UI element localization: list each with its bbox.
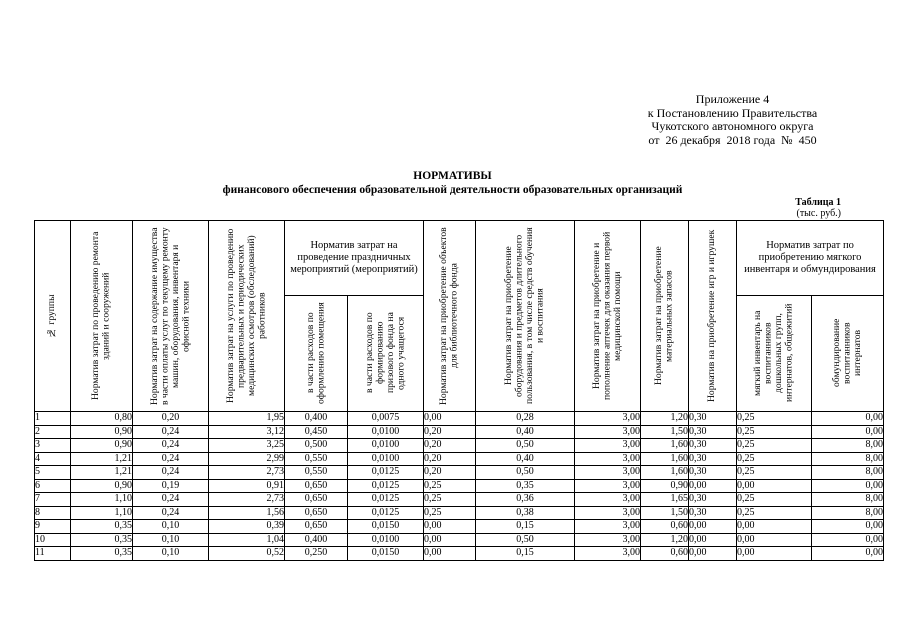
cell-equipment: 0,28	[476, 412, 575, 426]
cell-repair: 1,10	[71, 493, 133, 507]
cell-uniform: 8,00	[812, 452, 884, 466]
cell-equipment: 0,40	[476, 425, 575, 439]
cell-holiday-decor: 0,400	[285, 533, 348, 547]
cell-property: 0,20	[133, 412, 209, 426]
cell-holiday-decor: 0,500	[285, 439, 348, 453]
cell-holiday-prize: 0,0100	[348, 452, 424, 466]
table-name: Таблица 1	[795, 197, 841, 208]
cell-soft-inventory: 0,00	[737, 547, 812, 561]
cell-property: 0,19	[133, 479, 209, 493]
cell-soft-inventory: 0,25	[737, 466, 812, 480]
cell-toys: 0,30	[689, 439, 737, 453]
cell-group-no: 10	[35, 533, 71, 547]
cell-repair: 0,80	[71, 412, 133, 426]
cell-soft-inventory: 0,00	[737, 533, 812, 547]
cell-medical: 1,56	[209, 506, 285, 520]
cell-toys: 0,30	[689, 493, 737, 507]
cell-repair: 0,35	[71, 533, 133, 547]
cell-first-aid: 3,00	[575, 425, 641, 439]
table-row	[35, 425, 884, 439]
cell-repair: 1,10	[71, 506, 133, 520]
cell-library: 0,25	[424, 479, 476, 493]
header-library: Норматив затрат на приобретение объектов для библиотечного фонда	[424, 221, 476, 412]
cell-holiday-prize: 0,0125	[348, 479, 424, 493]
cell-materials: 1,50	[641, 425, 689, 439]
table-row	[35, 412, 884, 426]
cell-medical: 1,04	[209, 533, 285, 547]
cell-holiday-prize: 0,0125	[348, 466, 424, 480]
header-medical: Норматив затрат на услуги по проведению предварительных и периодических медицинских осмотров (обследований) работников	[209, 221, 285, 412]
annex-line-1: Приложение 4	[695, 92, 770, 106]
cell-medical: 0,91	[209, 479, 285, 493]
cell-soft-inventory: 0,25	[737, 506, 812, 520]
cell-uniform: 8,00	[812, 439, 884, 453]
cell-equipment: 0,15	[476, 547, 575, 561]
title-main: НОРМАТИВЫ	[413, 170, 492, 182]
table-body	[35, 412, 884, 561]
cell-property: 0,24	[133, 452, 209, 466]
cell-first-aid: 3,00	[575, 439, 641, 453]
annex-block	[560, 93, 905, 147]
cell-library: 0,25	[424, 493, 476, 507]
cell-holiday-decor: 0,550	[285, 466, 348, 480]
cell-first-aid: 3,00	[575, 533, 641, 547]
header-toys: Норматив на приобретение игр и игрушек	[689, 221, 737, 412]
cell-soft-inventory: 0,00	[737, 479, 812, 493]
cell-holiday-prize: 0,0100	[348, 439, 424, 453]
cell-holiday-decor: 0,650	[285, 506, 348, 520]
cell-toys: 0,00	[689, 520, 737, 534]
cell-holiday-decor: 0,400	[285, 412, 348, 426]
header-equipment: Норматив затрат на приобретение оборудования и предметов длительного пользования, в том числе средств обучения и воспитания	[476, 221, 575, 412]
cell-equipment: 0,38	[476, 506, 575, 520]
cell-property: 0,24	[133, 506, 209, 520]
cell-holiday-prize: 0,0150	[348, 520, 424, 534]
header-first-aid: Норматив затрат на приобретение и пополнение аптечек для оказания первой медицинской помощи	[575, 221, 641, 412]
annex-line-2: к Постановлению Правительства	[647, 105, 818, 120]
cell-property: 0,24	[133, 466, 209, 480]
cell-holiday-decor: 0,650	[285, 520, 348, 534]
cell-materials: 1,60	[641, 452, 689, 466]
table-row	[35, 493, 884, 507]
table-row	[35, 439, 884, 453]
cell-property: 0,10	[133, 547, 209, 561]
header-repair: Норматив затрат по проведению ремонта зданий и сооружений	[71, 221, 133, 412]
cell-soft-inventory: 0,25	[737, 452, 812, 466]
cell-equipment: 0,40	[476, 452, 575, 466]
cell-holiday-prize: 0,0150	[348, 547, 424, 561]
cell-library: 0,20	[424, 466, 476, 480]
cell-equipment: 0,50	[476, 533, 575, 547]
cell-holiday-decor: 0,550	[285, 452, 348, 466]
cell-holiday-decor: 0,250	[285, 547, 348, 561]
cell-holiday-prize: 0,0100	[348, 533, 424, 547]
cell-toys: 0,30	[689, 425, 737, 439]
cell-first-aid: 3,00	[575, 466, 641, 480]
header-property: Норматив затрат на содержание имущества в части оплаты услуг по текущему ремонту машин, оборудования, инвентаря и офисной техники	[133, 221, 209, 412]
cell-property: 0,10	[133, 533, 209, 547]
cell-toys: 0,00	[689, 533, 737, 547]
cell-materials: 1,20	[641, 412, 689, 426]
cell-soft-inventory: 0,25	[737, 412, 812, 426]
cell-library: 0,00	[424, 547, 476, 561]
cell-medical: 2,99	[209, 452, 285, 466]
cell-group-no: 1	[35, 412, 71, 426]
cell-materials: 1,65	[641, 493, 689, 507]
cell-uniform: 8,00	[812, 466, 884, 480]
cell-materials: 0,60	[641, 547, 689, 561]
cell-first-aid: 3,00	[575, 547, 641, 561]
cell-first-aid: 3,00	[575, 493, 641, 507]
cell-holiday-decor: 0,450	[285, 425, 348, 439]
cell-holiday-decor: 0,650	[285, 493, 348, 507]
cell-repair: 1,21	[71, 466, 133, 480]
cell-first-aid: 3,00	[575, 412, 641, 426]
annex-line-4: от 26 декабря 2018 года № 450	[648, 132, 817, 147]
cell-equipment: 0,36	[476, 493, 575, 507]
header-holiday-group: Норматив затрат на проведение праздничных мероприятий (мероприятий)	[285, 221, 424, 296]
table-row	[35, 466, 884, 480]
cell-toys: 0,30	[689, 412, 737, 426]
cell-repair: 0,90	[71, 439, 133, 453]
cell-group-no: 5	[35, 466, 71, 480]
cell-repair: 0,90	[71, 425, 133, 439]
cell-materials: 1,20	[641, 533, 689, 547]
cell-equipment: 0,15	[476, 520, 575, 534]
cell-materials: 1,60	[641, 466, 689, 480]
cell-library: 0,20	[424, 439, 476, 453]
header-holiday-prize: в части расходов по формированию призового фонда на одного учащегося	[348, 295, 424, 411]
cell-property: 0,24	[133, 493, 209, 507]
cell-repair: 0,90	[71, 479, 133, 493]
cell-toys: 0,00	[689, 547, 737, 561]
cell-library: 0,25	[424, 506, 476, 520]
cell-holiday-prize: 0,0125	[348, 493, 424, 507]
cell-medical: 3,25	[209, 439, 285, 453]
cell-first-aid: 3,00	[575, 506, 641, 520]
document-title	[0, 169, 905, 197]
cell-group-no: 9	[35, 520, 71, 534]
cell-uniform: 0,00	[812, 533, 884, 547]
cell-group-no: 4	[35, 452, 71, 466]
cell-repair: 1,21	[71, 452, 133, 466]
cell-holiday-prize: 0,0100	[348, 425, 424, 439]
cell-property: 0,24	[133, 425, 209, 439]
annex-line-3: Чукотского автономного округа	[651, 119, 814, 133]
cell-toys: 0,30	[689, 452, 737, 466]
cell-medical: 3,12	[209, 425, 285, 439]
table-row	[35, 506, 884, 520]
cell-materials: 1,60	[641, 439, 689, 453]
cell-first-aid: 3,00	[575, 452, 641, 466]
cell-library: 0,20	[424, 452, 476, 466]
table-row	[35, 547, 884, 561]
cell-group-no: 6	[35, 479, 71, 493]
header-group-no: № группы	[35, 221, 71, 412]
cell-soft-inventory: 0,25	[737, 425, 812, 439]
cell-uniform: 0,00	[812, 425, 884, 439]
cell-holiday-prize: 0,0125	[348, 506, 424, 520]
table-row	[35, 533, 884, 547]
table-label	[795, 198, 841, 219]
cell-repair: 0,35	[71, 547, 133, 561]
table-row	[35, 520, 884, 534]
cell-soft-inventory: 0,25	[737, 439, 812, 453]
cell-holiday-decor: 0,650	[285, 479, 348, 493]
cell-group-no: 8	[35, 506, 71, 520]
header-soft-inventory: мягкий инвентарь на воспитанников дошкольных групп, интернатов, общежитий	[737, 295, 812, 411]
cell-medical: 2,73	[209, 466, 285, 480]
table-row	[35, 479, 884, 493]
cell-first-aid: 3,00	[575, 520, 641, 534]
cell-group-no: 3	[35, 439, 71, 453]
cell-medical: 0,39	[209, 520, 285, 534]
cell-property: 0,10	[133, 520, 209, 534]
cell-toys: 0,30	[689, 506, 737, 520]
cell-uniform: 0,00	[812, 547, 884, 561]
cell-repair: 0,35	[71, 520, 133, 534]
cell-materials: 0,60	[641, 520, 689, 534]
cell-holiday-prize: 0,0075	[348, 412, 424, 426]
cell-toys: 0,30	[689, 466, 737, 480]
table-header	[35, 221, 884, 412]
header-materials: Норматив затрат на приобретение материальных запасов	[641, 221, 689, 412]
cell-medical: 0,52	[209, 547, 285, 561]
table-unit: (тыс. руб.)	[796, 207, 841, 219]
cell-materials: 0,90	[641, 479, 689, 493]
cell-soft-inventory: 0,25	[737, 493, 812, 507]
cell-group-no: 11	[35, 547, 71, 561]
cell-uniform: 0,00	[812, 412, 884, 426]
norms-table	[34, 220, 884, 561]
cell-medical: 2,73	[209, 493, 285, 507]
header-soft-group: Норматив затрат по приобретению мягкого инвентаря и обмундирования	[737, 221, 884, 296]
cell-uniform: 0,00	[812, 520, 884, 534]
cell-materials: 1,50	[641, 506, 689, 520]
cell-uniform: 8,00	[812, 493, 884, 507]
cell-equipment: 0,35	[476, 479, 575, 493]
cell-uniform: 8,00	[812, 506, 884, 520]
cell-group-no: 2	[35, 425, 71, 439]
cell-equipment: 0,50	[476, 439, 575, 453]
cell-equipment: 0,50	[476, 466, 575, 480]
cell-soft-inventory: 0,00	[737, 520, 812, 534]
cell-group-no: 7	[35, 493, 71, 507]
cell-property: 0,24	[133, 439, 209, 453]
cell-library: 0,00	[424, 520, 476, 534]
cell-uniform: 0,00	[812, 479, 884, 493]
cell-library: 0,20	[424, 425, 476, 439]
cell-library: 0,00	[424, 412, 476, 426]
cell-first-aid: 3,00	[575, 479, 641, 493]
cell-library: 0,00	[424, 533, 476, 547]
cell-medical: 1,95	[209, 412, 285, 426]
header-holiday-decor: в части расходов по оформлению помещения	[285, 295, 348, 411]
header-uniform: обмундирование воспитанников интернатов	[812, 295, 884, 411]
table-row	[35, 452, 884, 466]
cell-toys: 0,00	[689, 479, 737, 493]
title-sub: финансового обеспечения образовательной деятельности образовательных организаций	[222, 184, 683, 196]
